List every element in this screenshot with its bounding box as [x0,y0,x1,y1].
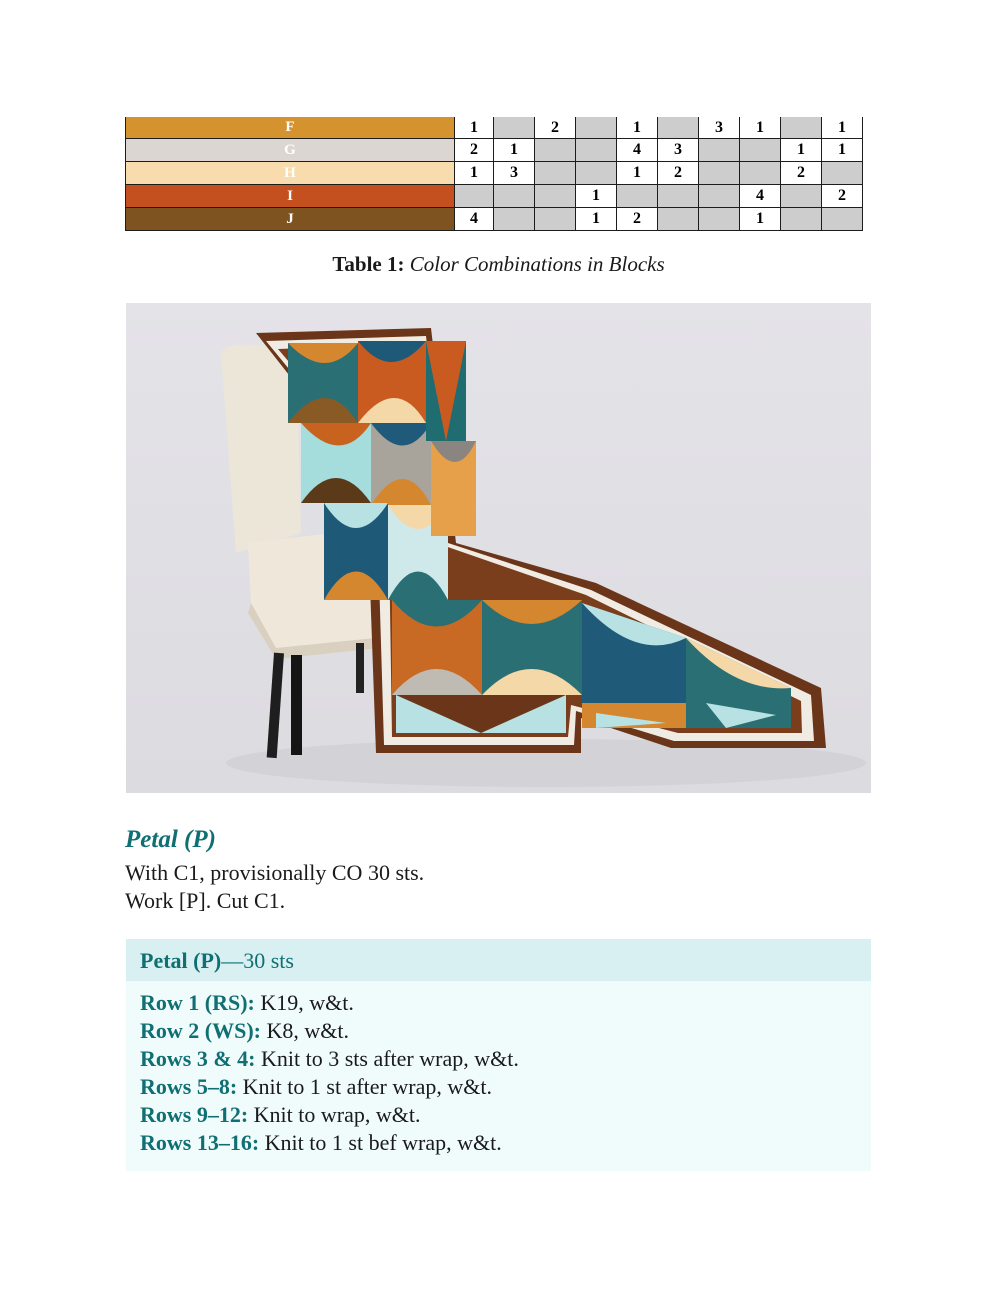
table-cell [699,162,740,185]
table-cell: 3 [494,162,535,185]
table-cell [781,117,822,139]
table-cell [494,208,535,231]
table-cell: 1 [494,139,535,162]
caption-label: Table 1: [332,252,405,276]
color-combination-table [125,117,863,231]
table-cell [658,185,699,208]
table-cell [494,117,535,139]
table-cell [658,117,699,139]
pattern-row [140,1073,871,1101]
section-title: Petal (P) [125,826,216,853]
color-row [126,162,863,185]
color-label: H [126,162,455,185]
table-cell [576,117,617,139]
table-cell [740,139,781,162]
pattern-row-text: Knit to 3 sts after wrap, w&t. [255,1046,519,1071]
table-cell [781,208,822,231]
table-cell [576,162,617,185]
pattern-row [140,1101,871,1129]
color-label: G [126,139,455,162]
pattern-row-text: Knit to 1 st after wrap, w&t. [237,1074,492,1099]
table-cell: 3 [699,117,740,139]
pattern-box-header [126,939,871,981]
table-cell [781,185,822,208]
table-cell [699,185,740,208]
pattern-row-label: Rows 5–8: [140,1074,238,1099]
table-cell: 1 [781,139,822,162]
color-row [126,185,863,208]
table-cell: 1 [455,162,494,185]
pattern-row-label: Rows 9–12: [140,1102,249,1127]
pattern-box-header-label: Petal (P) [140,948,222,973]
table-cell: 1 [576,208,617,231]
table-cell [535,162,576,185]
table-cell: 4 [740,185,781,208]
table-cell [822,208,863,231]
table-cell [535,139,576,162]
table-cell: 1 [822,117,863,139]
table-cell: 1 [740,208,781,231]
pattern-row [140,1129,871,1157]
color-row [126,139,863,162]
pattern-box [126,939,871,1171]
table-cell: 2 [658,162,699,185]
blanket-photo [126,303,871,793]
table-cell [699,208,740,231]
pattern-row [140,1017,871,1045]
pattern-rows [126,981,871,1157]
color-label: J [126,208,455,231]
table-cell: 2 [617,208,658,231]
table-cell: 2 [781,162,822,185]
table-cell: 4 [617,139,658,162]
table-cell: 1 [822,139,863,162]
table-cell [535,208,576,231]
instruction-line: With C1, provisionally CO 30 sts. [125,860,425,885]
table-cell: 1 [455,117,494,139]
pattern-row [140,989,871,1017]
color-label: F [126,117,455,139]
pattern-row-text: Knit to 1 st bef wrap, w&t. [259,1130,502,1155]
pattern-row-label: Rows 3 & 4: [140,1046,256,1071]
pattern-row-label: Row 2 (WS): [140,1018,261,1043]
table-cell [617,185,658,208]
caption-text: Color Combinations in Blocks [409,252,665,276]
blanket-on-chair-icon [126,303,871,793]
pattern-row-text: K19, w&t. [254,990,354,1015]
table-cell [576,139,617,162]
table-cell [658,208,699,231]
pattern-row-text: Knit to wrap, w&t. [248,1102,421,1127]
pattern-row-text: K8, w&t. [261,1018,349,1043]
color-row [126,117,863,139]
instruction-line: Work [P]. Cut C1. [125,888,286,913]
color-row [126,208,863,231]
pattern-box-header-text: —30 sts [221,948,294,973]
pattern-row-label: Row 1 (RS): [140,990,255,1015]
table-cell: 1 [617,117,658,139]
table-cell: 1 [576,185,617,208]
table-cell [455,185,494,208]
table-cell: 1 [617,162,658,185]
table-cell: 4 [455,208,494,231]
table-cell: 1 [740,117,781,139]
table-cell [822,162,863,185]
table-cell [699,139,740,162]
table-cell [494,185,535,208]
table-cell: 2 [822,185,863,208]
table-cell [740,162,781,185]
pattern-row-label: Rows 13–16: [140,1130,260,1155]
table-cell: 2 [535,117,576,139]
color-label: I [126,185,455,208]
pattern-row [140,1045,871,1073]
table-cell [535,185,576,208]
table-cell: 3 [658,139,699,162]
table-caption [0,252,997,277]
table-cell: 2 [455,139,494,162]
